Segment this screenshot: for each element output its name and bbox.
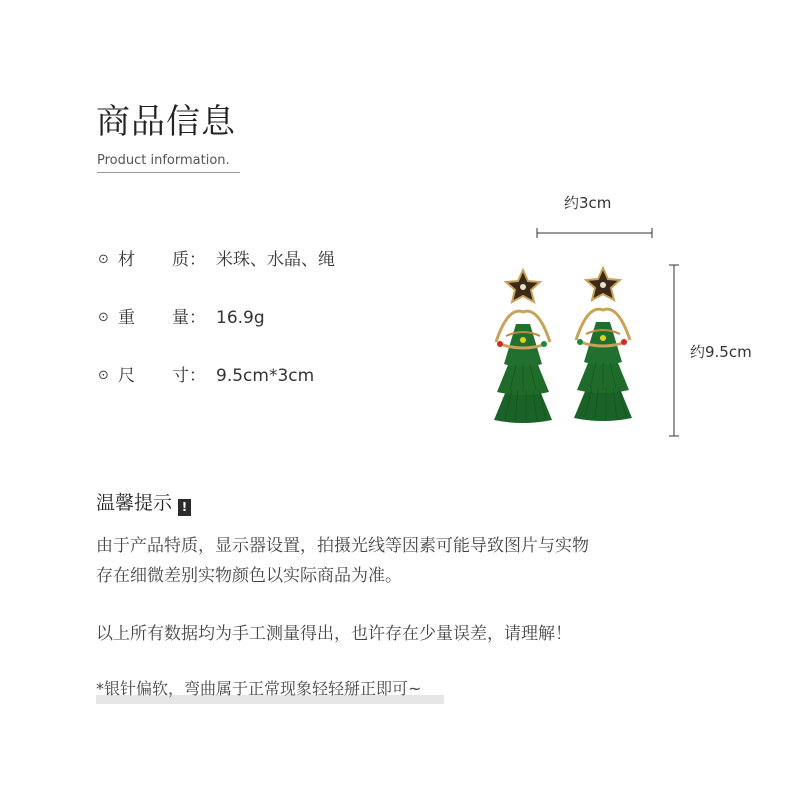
spec-row-material xyxy=(98,248,398,272)
spec-row-size xyxy=(98,364,398,388)
spec-label-part2: 寸： xyxy=(172,366,206,386)
exclamation-icon: ! xyxy=(178,499,191,516)
notice-heading xyxy=(96,491,191,516)
circle-dot-icon: ⊙ xyxy=(98,310,109,325)
notice-paragraph-1-line-2: 存在细微差别实物颜色以实际商品为准。 xyxy=(96,566,402,586)
spec-value: 16.9g xyxy=(216,308,265,328)
height-dimension-line xyxy=(669,265,679,436)
spec-value: 米珠、水晶、绳 xyxy=(216,250,335,270)
spec-label-part1: 重 xyxy=(118,308,135,328)
right-earring xyxy=(574,268,632,421)
circle-dot-icon: ⊙ xyxy=(98,368,109,383)
height-dimension-label: 约9.5cm xyxy=(690,343,752,361)
notice-paragraph-2: 以上所有数据均为手工测量得出，也许存在少量误差，请理解！ xyxy=(96,624,572,644)
notice-paragraph-1-line-1: 由于产品特质，显示器设置，拍摄光线等因素可能导致图片与实物 xyxy=(96,536,589,556)
spec-label-part2: 质： xyxy=(172,250,206,270)
width-dimension-label: 约3cm xyxy=(564,194,612,212)
page-title: 商品信息 xyxy=(96,102,236,142)
notice-title: 温馨提示 xyxy=(96,492,173,514)
circle-dot-icon: ⊙ xyxy=(98,252,109,267)
subtitle-underline xyxy=(97,172,240,173)
notice-footnote: *银针偏软，弯曲属于正常现象轻轻掰正即可~ xyxy=(96,679,422,698)
spec-label-part1: 材 xyxy=(118,250,135,270)
page-subtitle: Product information. xyxy=(97,153,230,168)
left-earring xyxy=(494,270,552,423)
spec-label-part1: 尺 xyxy=(118,366,135,386)
spec-row-weight xyxy=(98,306,398,330)
product-image xyxy=(460,220,690,450)
spec-value: 9.5cm*3cm xyxy=(216,366,315,386)
width-dimension-line xyxy=(537,228,652,238)
spec-label-part2: 量： xyxy=(172,308,206,328)
